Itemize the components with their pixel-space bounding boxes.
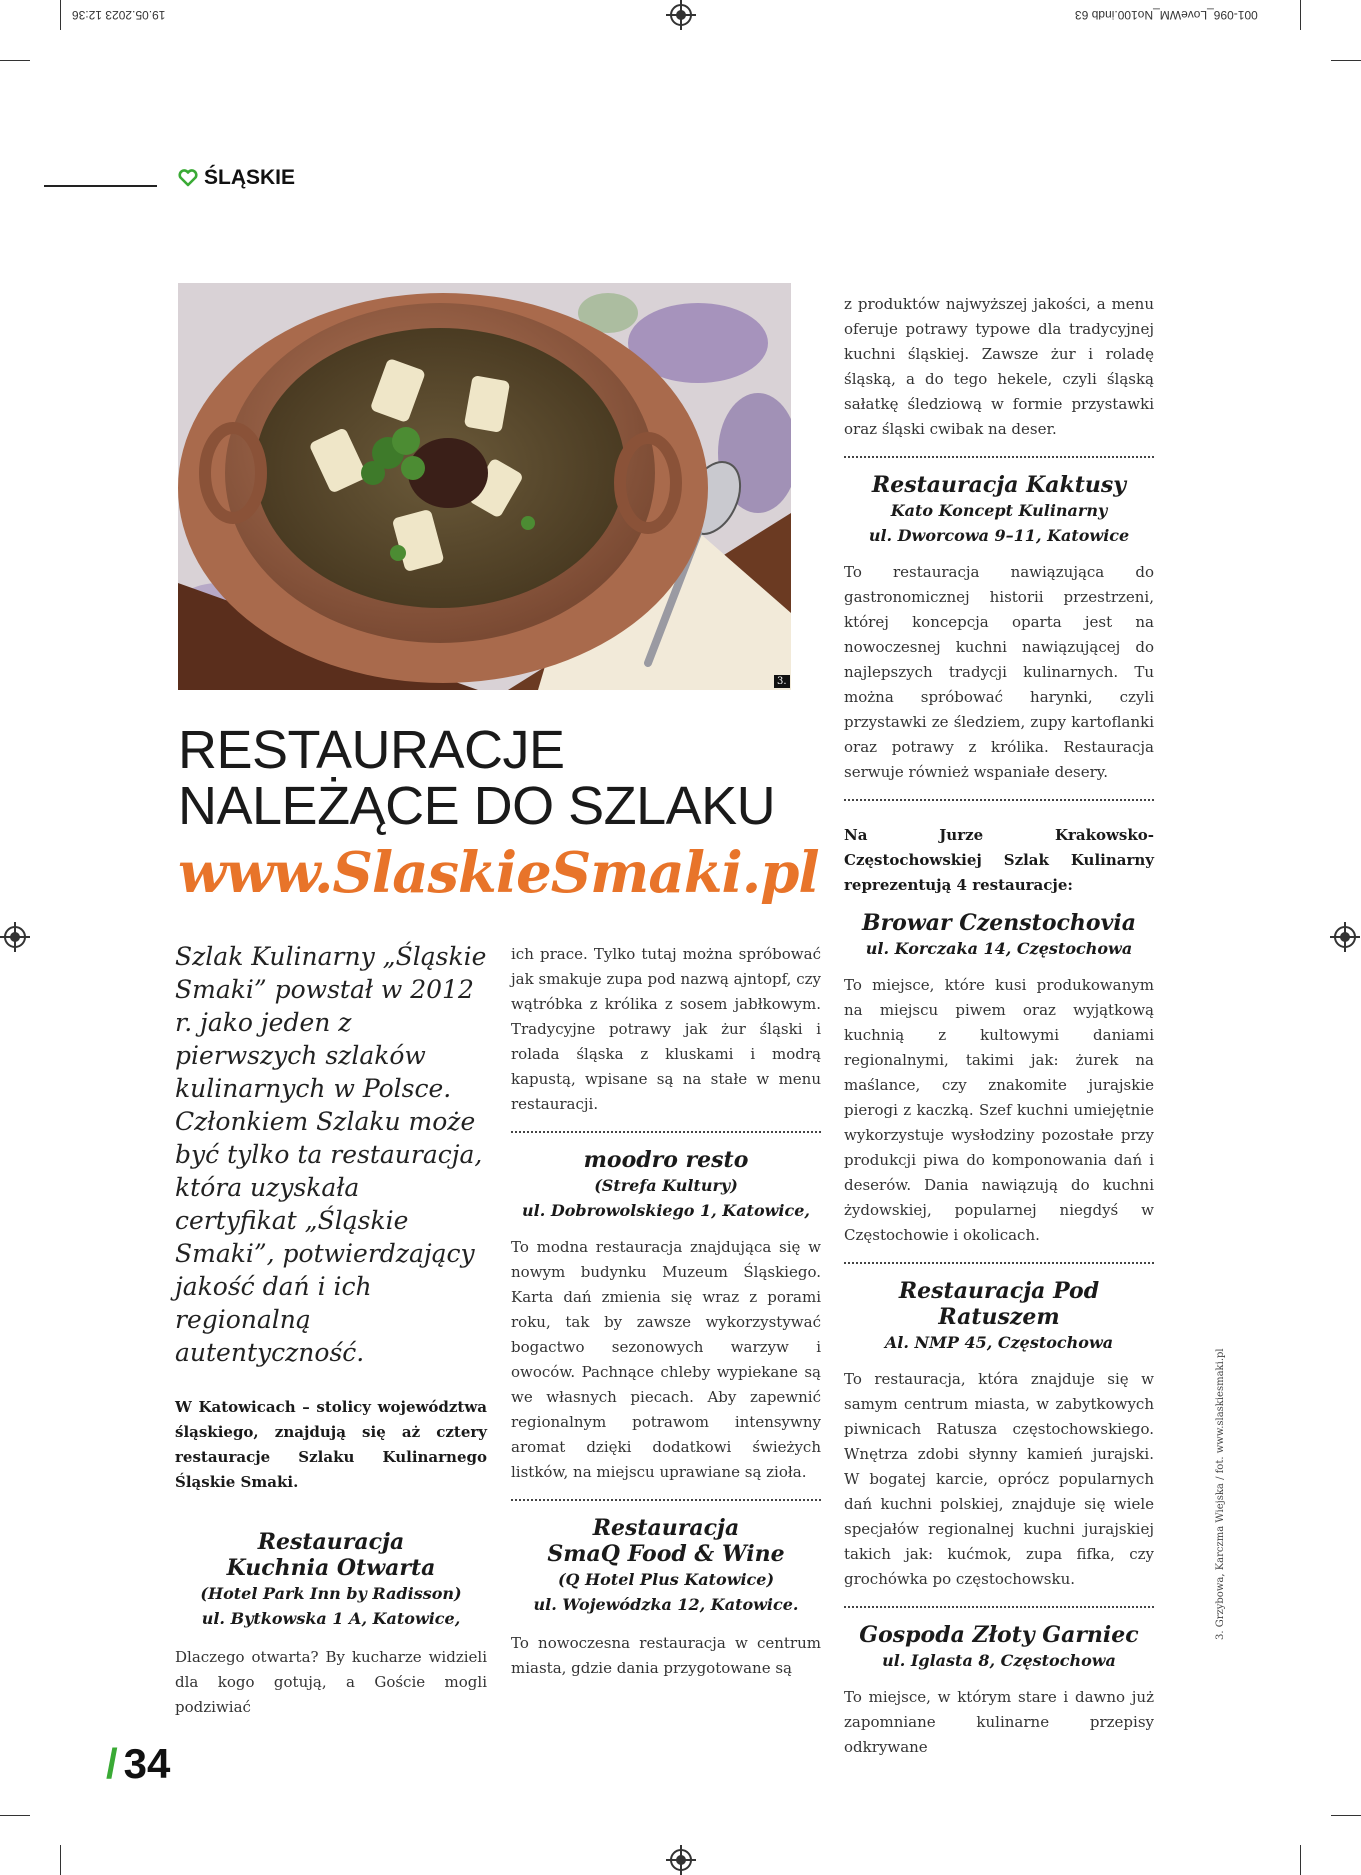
crop-mark	[0, 60, 30, 61]
venue-kuchnia-otwarta	[175, 1529, 487, 1631]
registration-mark-icon	[1334, 926, 1356, 948]
dotted-divider	[844, 456, 1154, 458]
venue-brand: Kato Koncept Kulinarny	[890, 501, 1108, 520]
venue-name: Restauracja	[592, 1515, 740, 1541]
section-tag	[178, 166, 295, 190]
venue-address: Al. NMP 45, Częstochowa	[884, 1333, 1114, 1352]
lead-paragraph: Szlak Kulinarny „Śląskie Smaki” powstał w 2012 r. jako jeden z pierwszych szlaków kulinarnych w Polsce. Członkiem Szlaku może być tylko ta restauracja, która uzyskała certyfikat „Śląskie Smaki”, potwierdzający jakość dań i ich regionalną autentyczność.	[175, 942, 487, 1367]
column-2	[511, 942, 821, 1681]
body-text: ich prace. Tylko tutaj można spróbować jak smakuje zupa pod nazwą ajntopf, czy wątróbka z królika z sosem jabłkowym. Tradycyjne potrawy jak żur śląski i rolada śląska z kluskami i modrą kapustą, wpisane są na stałe w menu restauracji.	[511, 945, 821, 1113]
venue-address: ul. Dobrowolskiego 1, Katowice,	[522, 1201, 810, 1220]
photo-caption: 3.	[774, 675, 790, 688]
body-text: To miejsce, w którym stare i dawno już zapomniane kulinarne przepisy odkrywane	[844, 1688, 1154, 1756]
page-slash: /	[106, 1740, 118, 1787]
column-3	[844, 292, 1154, 1760]
section-rule	[44, 185, 157, 187]
venue-name: Kuchnia Otwarta	[226, 1555, 436, 1581]
headline-line-2: NALEŻĄCE DO SZLAKU	[178, 776, 776, 836]
headline	[178, 722, 775, 834]
page-number-value: 34	[123, 1740, 171, 1787]
venue-location: (Strefa Kultury)	[594, 1176, 738, 1195]
venue-pod-ratuszem	[844, 1278, 1154, 1355]
venue-name: moodro resto	[583, 1147, 749, 1173]
venue-name: Browar Czenstochovia	[862, 910, 1136, 936]
venue-kaktusy	[844, 472, 1154, 548]
registration-mark-icon	[670, 1849, 692, 1871]
registration-mark-icon	[670, 4, 692, 26]
column-1	[175, 940, 487, 1720]
crop-mark	[1331, 60, 1361, 61]
section-label: ŚLĄSKIE	[204, 166, 296, 189]
venue-name: Restauracja Pod Ratuszem	[898, 1278, 1100, 1330]
heart-icon	[178, 169, 198, 187]
crop-mark	[1300, 1845, 1301, 1875]
venue-address: ul. Bytkowska 1 A, Katowice,	[201, 1609, 461, 1628]
dotted-divider	[511, 1131, 821, 1133]
soup-photo	[178, 283, 791, 690]
dotted-divider	[844, 799, 1154, 801]
body-text: To modna restauracja znajdująca się w nowym budynku Muzeum Śląskiego. Karta dań zmienia się wraz z porami roku, tak by zawsze wykorzystywać bogactwo sezonowych warzyw i owoców. Pachnące chleby wypiekane są we własnych piecach. Aby zapewnić regionalnym potrawom intensywny aromat dzięki dodatkowi świeżych listków, na miejscu uprawiane są zioła.	[511, 1238, 821, 1481]
registration-mark-icon	[4, 926, 26, 948]
venue-address: ul. Wojewódzka 12, Katowice.	[533, 1595, 799, 1614]
jura-intro: Na Jurze Krakowsko-Częstochowskiej Szlak Kulinarny reprezentują 4 restauracje:	[844, 826, 1154, 894]
crop-mark	[1300, 0, 1301, 30]
crop-mark	[60, 0, 61, 30]
crop-mark	[1331, 1815, 1361, 1816]
photo-credit: 3. Grzybowa, Karczma Wiejska / fot. www.slaskiesmaki.pl	[1215, 1348, 1226, 1640]
page-number	[106, 1740, 170, 1788]
body-text: Dlaczego otwarta? By kucharze widzieli dla kogo gotują, a Goście mogli podziwiać	[175, 1648, 487, 1716]
venue-address: ul. Dworcowa 9–11, Katowice	[868, 526, 1130, 545]
body-text: To restauracja nawiązująca do gastronomicznej historii przestrzeni, której koncepcja oparta jest na nowoczesnej kuchni nawiązującej do najlepszych tradycji kulinarnych. Tu można spróbować harynki, czyli przystawki ze śledziem, zupy kartoflanki oraz potrawy z królika. Restauracja serwuje również wspaniałe desery.	[844, 563, 1154, 781]
venue-hotel: (Hotel Park Inn by Radisson)	[200, 1584, 462, 1603]
venue-browar-czenstochovia	[844, 910, 1154, 961]
print-slug-date: 19.05.2023 12:36	[72, 8, 166, 22]
body-text: To restauracja, która znajduje się w samym centrum miasta, w zabytkowych piwnicach Ratusza częstochowskiego. Wnętrza zdobi słynny kamień jurajski. W bogatej karcie, oprócz popularnych dań kuchni polskiej, znajduje się wiele specjałów regionalnej kuchni jurajskiej takich jak: kućmok, zupa fifka, czy grochówka po częstochowsku.	[844, 1370, 1154, 1588]
venue-zloty-garniec	[844, 1622, 1154, 1673]
venue-name: SmaQ Food & Wine	[547, 1541, 785, 1567]
venue-smaq	[511, 1515, 821, 1617]
body-text: To miejsce, które kusi produkowanym na miejscu piwem oraz wyjątkową kuchnią z kultowymi daniami regionalnymi, takimi jak: żurek na maślance, czy znakomite jurajskie pierogi z kaczką. Szef kuchni umiejętnie wykorzystuje wysłodziny pozostałe przy produkcji piwa do komponowania dań i deserów. Dania nawiązują do kuchni żydowskiej, popularnej niegdyś w Częstochowie i okolicach.	[844, 976, 1154, 1244]
venue-moodro-resto	[511, 1147, 821, 1223]
crop-mark	[60, 1845, 61, 1875]
print-slug-file: 001-096_LoveWM_No100.indb 63	[1075, 8, 1258, 22]
body-text: To nowoczesna restauracja w centrum miasta, gdzie dania przygotowane są	[511, 1634, 821, 1677]
headline-line-1: RESTAURACJE	[178, 720, 565, 780]
venue-address: ul. Iglasta 8, Częstochowa	[882, 1651, 1116, 1670]
venue-address: ul. Korczaka 14, Częstochowa	[865, 939, 1133, 958]
dotted-divider	[844, 1262, 1154, 1264]
venue-name: Restauracja Kaktusy	[871, 472, 1127, 498]
venue-hotel: (Q Hotel Plus Katowice)	[557, 1570, 775, 1589]
venue-name: Gospoda Złoty Garniec	[859, 1622, 1139, 1648]
site-url: www.SlaskieSmaki.pl	[178, 840, 819, 906]
dotted-divider	[844, 1606, 1154, 1608]
venue-name: Restauracja	[257, 1529, 405, 1555]
crop-mark	[0, 1815, 30, 1816]
dotted-divider	[511, 1499, 821, 1501]
katowice-intro: W Katowicach – stolicy województwa śląskiego, znajdują się aż cztery restauracje Szlaku Kulinarnego Śląskie Smaki.	[175, 1398, 487, 1491]
body-text: z produktów najwyższej jakości, a menu oferuje potrawy typowe dla tradycyjnej kuchni śląskiej. Zawsze żur i roladę śląską, a do tego hekele, czyli śląską sałatkę śledziową w formie przystawki oraz śląski cwibak na deser.	[844, 295, 1154, 438]
